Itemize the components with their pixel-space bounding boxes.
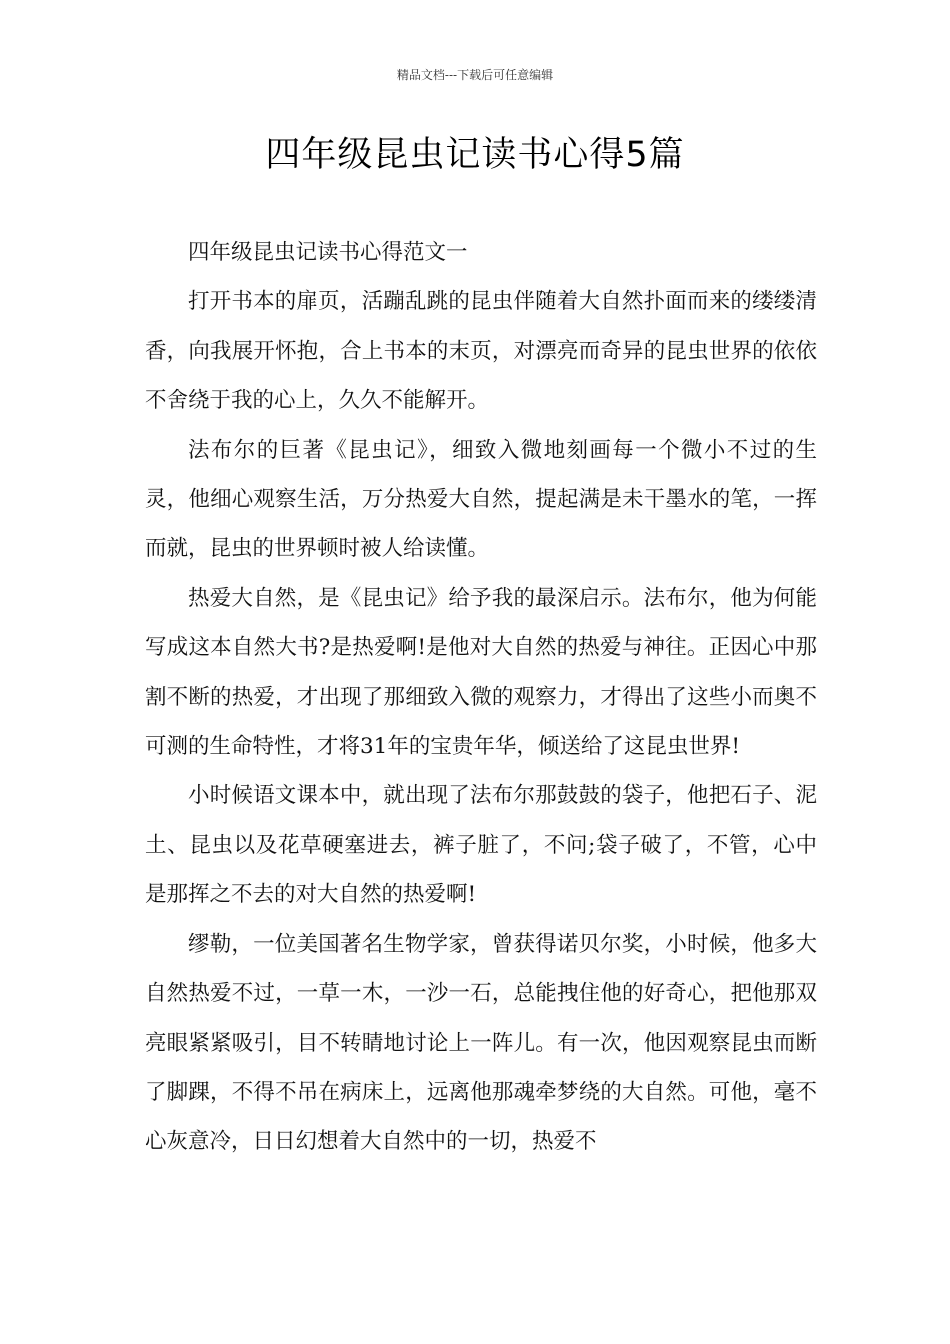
paragraph: 打开书本的扉页，活蹦乱跳的昆虫伴随着大自然扑面而来的缕缕清香，向我展开怀抱，合上书本的末页，对漂亮而奇异的昆虫世界的依依不舍绕于我的心上，久久不能解开。 [145, 289, 817, 414]
paragraph: 热爱大自然，是《昆虫记》给予我的最深启示。法布尔，他为何能写成这本自然大书?是热爱啊!是他对大自然的热爱与神往。正因心中那割不断的热爱，才出现了那细致入微的观察力，才得出了这些小而奥不可测的生命特性，才将31年的宝贵年华，倾送给了这昆虫世界! [145, 585, 817, 760]
document-title: 四年级昆虫记读书心得5篇 [265, 135, 685, 175]
paragraph: 法布尔的巨著《昆虫记》，细致入微地刻画每一个微小不过的生灵，他细心观察生活，万分热爱大自然，提起满是未干墨水的笔，一挥而就，昆虫的世界顿时被人给读懂。 [145, 437, 817, 562]
section-heading: 四年级昆虫记读书心得范文一 [188, 240, 468, 265]
document-body [145, 228, 817, 1167]
paragraph: 小时候语文课本中，就出现了法布尔那鼓鼓的袋子，他把石子、泥土、昆虫以及花草硬塞进去，裤子脏了，不问;袋子破了，不管，心中是那挥之不去的对大自然的热爱啊! [145, 783, 817, 908]
paragraph: 缪勒，一位美国著名生物学家，曾获得诺贝尔奖，小时候，他多大自然热爱不过，一草一木，一沙一石，总能拽住他的好奇心，把他那双亮眼紧紧吸引，目不转睛地讨论上一阵儿。有一次，他因观察昆虫而断了脚踝，不得不吊在病床上，远离他那魂牵梦绕的大自然。可他，毫不心灰意冷，日日幻想着大自然中的一切，热爱不 [145, 931, 817, 1155]
page-header: 精品文档---下载后可任意编辑 [396, 68, 554, 82]
